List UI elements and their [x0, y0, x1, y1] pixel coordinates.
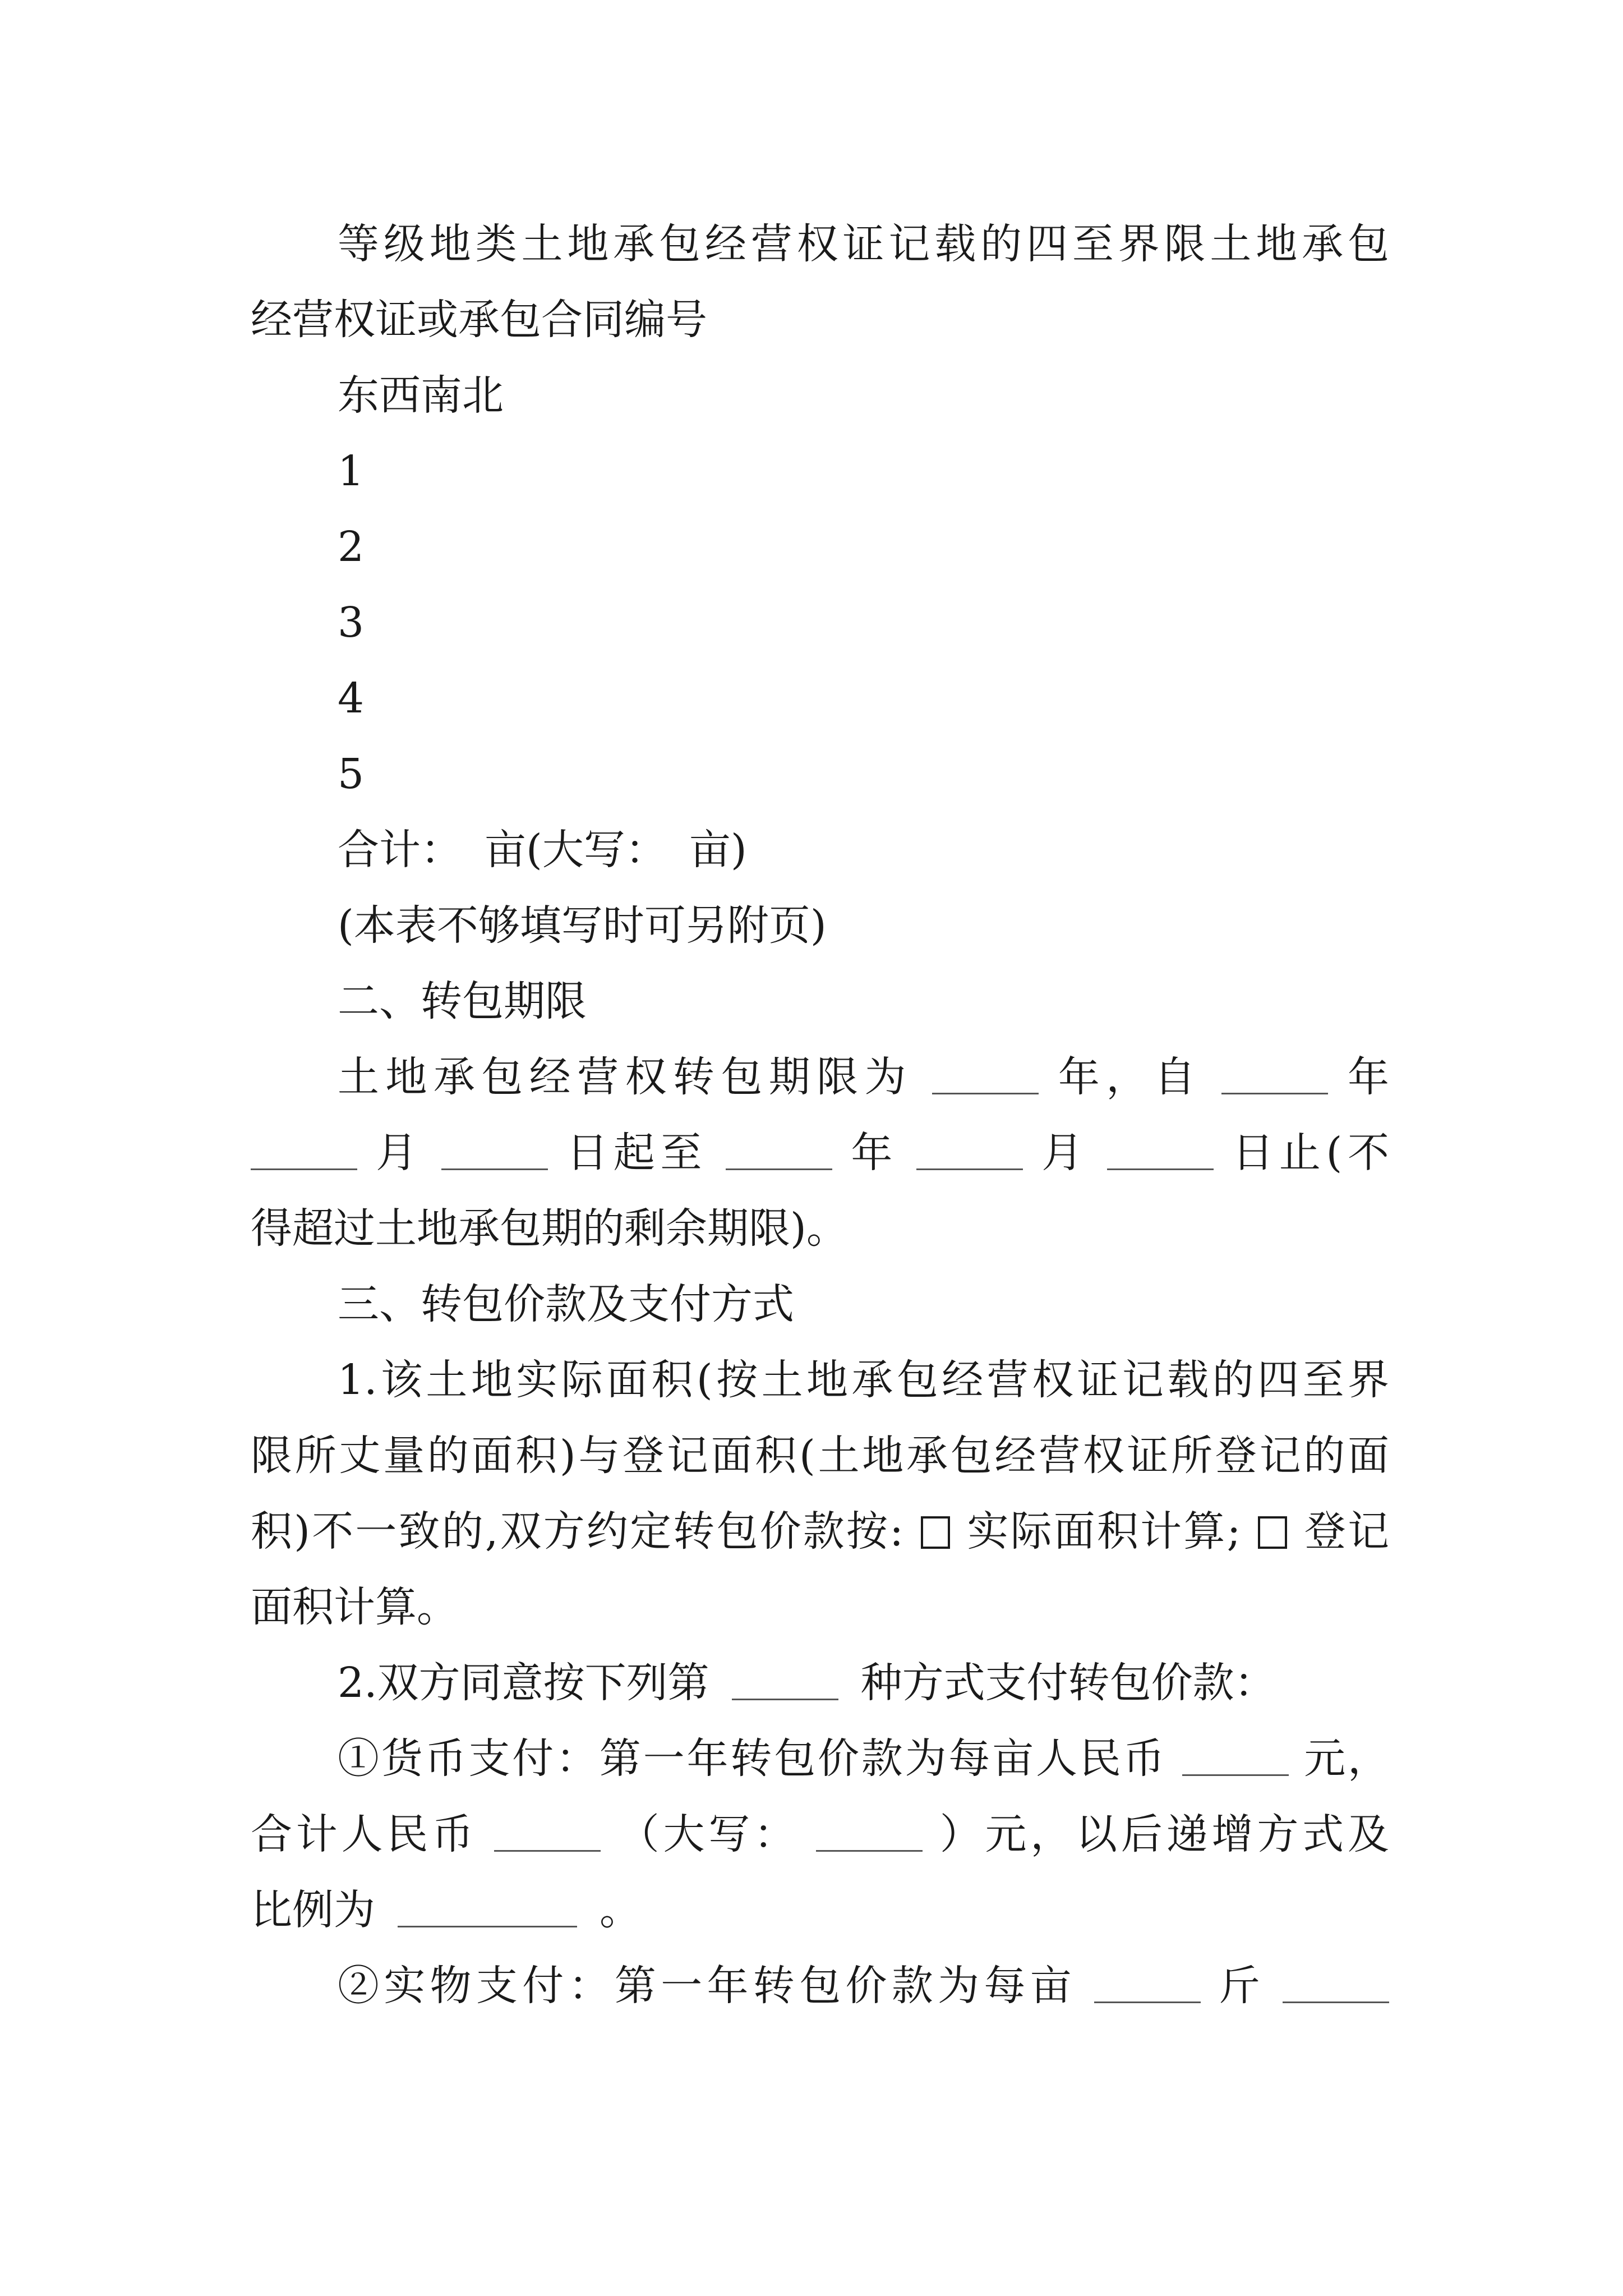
- text-span: 月: [1041, 1129, 1089, 1177]
- fill-blank[interactable]: [932, 1053, 1039, 1094]
- paragraph-line: [338, 1655, 1389, 1711]
- text-span: (本表不够填写时可另附页): [338, 901, 827, 950]
- section-heading: [338, 973, 1389, 1029]
- fill-blank[interactable]: [726, 1129, 832, 1170]
- text-span: 实际面积计算;: [967, 1507, 1241, 1556]
- note-line: [338, 898, 1389, 954]
- fill-blank[interactable]: [1107, 1129, 1214, 1170]
- row-number: [338, 595, 1389, 651]
- paragraph-line: [251, 292, 1389, 348]
- text-span: 比例为: [251, 1886, 375, 1934]
- paragraph-line: [251, 1428, 1389, 1484]
- row-number: [338, 519, 1389, 575]
- paragraph-line: [338, 216, 1389, 272]
- paragraph-line: [251, 1579, 1389, 1635]
- text-span: 元，: [1304, 1734, 1390, 1783]
- text-span: 3: [338, 599, 365, 647]
- text-span: 月: [376, 1129, 423, 1177]
- paragraph-line: [338, 1958, 1389, 2014]
- checkbox-registered-area[interactable]: [1258, 1516, 1287, 1549]
- paragraph-line: [251, 1125, 1389, 1181]
- fill-blank[interactable]: [441, 1129, 548, 1170]
- text-span: 限所丈量的面积)与登记面积(土地承包经营权证所登记的面: [251, 1432, 1389, 1480]
- text-span: ①货币支付：第一年转包价款为每亩人民币: [338, 1734, 1167, 1783]
- text-span: 东西南北: [338, 371, 504, 420]
- text-span: （大写：: [617, 1810, 799, 1858]
- row-number: [338, 746, 1389, 802]
- text-span: 斤: [1218, 1962, 1265, 2010]
- text-span: 1.该土地实际面积(按土地承包经营权证记载的四至界: [338, 1356, 1389, 1404]
- text-span: 登记: [1304, 1507, 1390, 1556]
- text-span: 二、转包期限: [338, 977, 587, 1025]
- text-span: 得超过土地承包期的剩余期限)。: [251, 1204, 848, 1253]
- text-span: 合计人民币: [251, 1810, 478, 1858]
- text-span: 面积计算。: [251, 1583, 458, 1631]
- paragraph-line: [338, 367, 1389, 424]
- paragraph-line: [338, 1049, 1389, 1105]
- text-span: 2: [338, 523, 365, 571]
- fill-blank[interactable]: [1221, 1053, 1328, 1094]
- row-number: [338, 670, 1389, 726]
- text-span: ）元，以后递增方式及: [939, 1810, 1389, 1858]
- text-span: 经营权证或承包合同编号: [251, 296, 707, 344]
- text-span: 4: [338, 674, 365, 723]
- fill-blank[interactable]: [398, 1887, 577, 1927]
- row-number: [338, 443, 1389, 499]
- paragraph-line: [251, 1806, 1389, 1862]
- fill-blank[interactable]: [1182, 1735, 1289, 1776]
- text-span: 2.双方同意按下列第: [338, 1659, 709, 1707]
- paragraph-line: [338, 1731, 1389, 1787]
- fill-blank[interactable]: [494, 1811, 601, 1852]
- text-span: 日起至: [566, 1129, 707, 1177]
- text-span: 等级地类土地承包经营权证记载的四至界限土地承包: [338, 220, 1389, 268]
- text-span: 日止(不: [1232, 1129, 1389, 1177]
- paragraph-line: [251, 1503, 1389, 1559]
- checkbox-actual-area[interactable]: [921, 1516, 950, 1549]
- text-span: 年: [1347, 1053, 1389, 1101]
- fill-blank[interactable]: [1094, 1962, 1201, 2003]
- text-span: 合计：: [338, 826, 462, 874]
- fill-blank[interactable]: [816, 1811, 923, 1852]
- text-span: ②实物支付：第一年转包价款为每亩: [338, 1962, 1077, 2010]
- fill-blank[interactable]: [251, 1129, 357, 1170]
- total-line: [338, 822, 1389, 878]
- fill-blank[interactable]: [916, 1129, 1023, 1170]
- text-span: 5: [338, 750, 365, 798]
- paragraph-line: [251, 1200, 1389, 1257]
- text-span: 亩(大写：: [485, 826, 667, 874]
- text-span: 年，自: [1058, 1053, 1202, 1101]
- text-span: 。: [600, 1886, 641, 1934]
- paragraph-line: [338, 1352, 1389, 1408]
- section-heading: [338, 1276, 1389, 1332]
- fill-blank[interactable]: [1283, 1962, 1389, 2003]
- fill-blank[interactable]: [732, 1659, 838, 1700]
- text-span: 三、转包价款及支付方式: [338, 1280, 794, 1328]
- text-span: 积)不一致的,双方约定转包价款按:: [251, 1507, 904, 1556]
- text-span: 亩): [689, 826, 747, 874]
- text-span: 种方式支付转包价款：: [860, 1659, 1276, 1707]
- text-span: 年: [851, 1129, 898, 1177]
- paragraph-line: [251, 1882, 1389, 1938]
- text-span: 土地承包经营权转包期限为: [338, 1053, 912, 1101]
- text-span: 1: [338, 447, 365, 495]
